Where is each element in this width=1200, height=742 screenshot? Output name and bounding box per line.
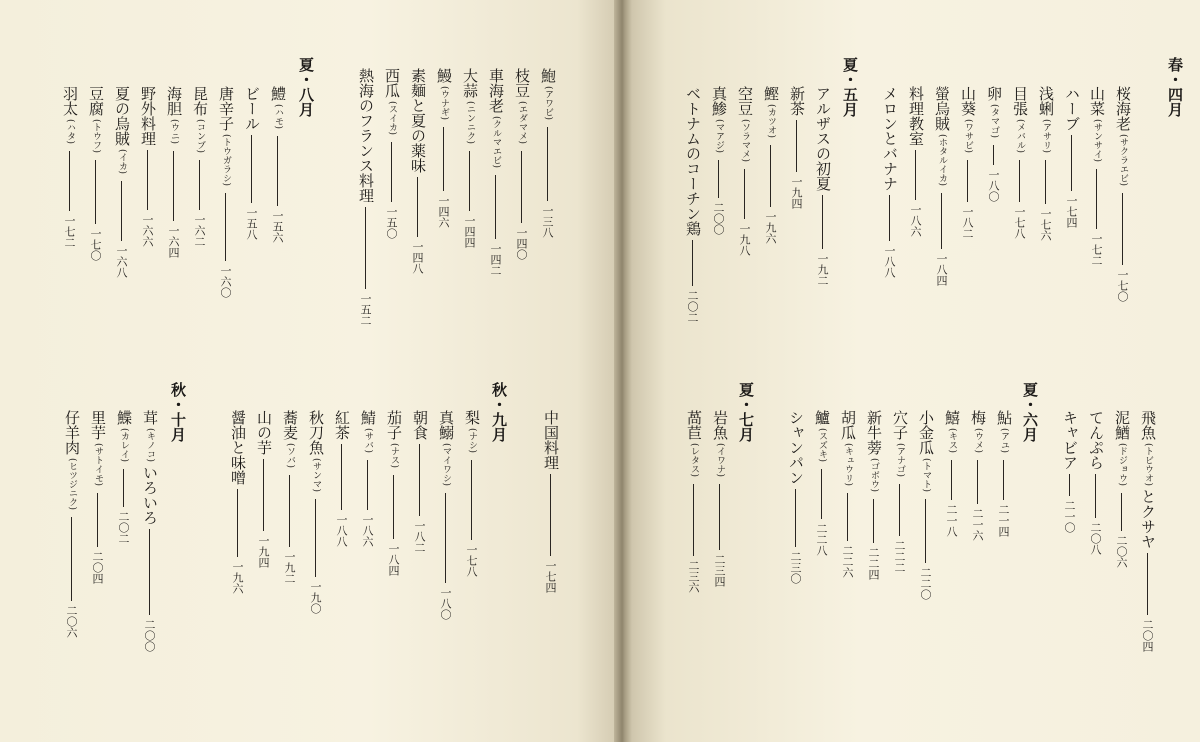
toc-entry[interactable]: アルザスの初夏 一九二 <box>814 86 832 286</box>
toc-entry[interactable]: 泥鰌 (ドジョウ) 二〇六 <box>1113 410 1131 569</box>
toc-entry[interactable]: 山菜 (サンサイ) 一七二 <box>1088 86 1106 267</box>
toc-entry[interactable]: 岩魚 (イワナ) 二三四 <box>711 410 729 588</box>
toc-entry[interactable]: 新牛蒡 (ゴボウ) 二二四 <box>865 410 883 581</box>
toc-entry[interactable]: ハーブ 一七四 <box>1063 86 1081 228</box>
toc-entry[interactable]: 料理教室 一八六 <box>907 86 925 237</box>
toc-entry[interactable]: 鰻 (ウナギ) 一四六 <box>435 68 453 229</box>
toc-entry[interactable]: 鱚 (キス) 二一八 <box>943 410 961 538</box>
toc-entry[interactable]: 車海老 (クルマエビ) 一四二 <box>487 68 505 277</box>
toc-entry[interactable]: 鱸 (スズキ) 二二八 <box>813 410 831 557</box>
section-header-autumn-october: 秋・十月 <box>169 382 187 442</box>
toc-entry[interactable]: 海胆 (ウニ) 一六四 <box>165 86 183 259</box>
toc-entry[interactable]: 熱海のフランス料理 一五二 <box>357 68 375 326</box>
toc-entry[interactable]: 桜海老 (サクラエビ) 一七〇 <box>1114 86 1132 303</box>
toc-entry[interactable]: 紅茶 一八八 <box>333 410 351 547</box>
toc-entry[interactable]: 鮑 (アワビ) 一三八 <box>539 68 557 239</box>
toc-entry[interactable]: 蕎麦 (ソバ) 一九二 <box>281 410 299 585</box>
toc-entry[interactable]: 大蒜 (ニンニク) 一四四 <box>461 68 479 249</box>
toc-entry[interactable]: ビール 一五八 <box>243 86 261 240</box>
toc-entry[interactable]: 萵苣 (レタス) 二三六 <box>685 410 703 594</box>
toc-entry[interactable]: 真鰯 (マイワシ) 一八〇 <box>437 410 455 621</box>
section-header-autumn-september: 秋・九月 <box>490 382 508 442</box>
toc-entry[interactable]: 山の芋 一九四 <box>255 410 273 568</box>
toc-entry[interactable]: 醤油と味噌 一九六 <box>229 410 247 594</box>
toc-entry[interactable]: 唐辛子 (トウガラシ) 一六〇 <box>217 86 235 299</box>
toc-entry[interactable]: 鱧 (ハモ) 一五六 <box>269 86 287 244</box>
section-header-summer-june: 夏・六月 <box>1021 382 1039 442</box>
section-header-summer-july: 夏・七月 <box>737 382 755 442</box>
toc-entry[interactable]: 西瓜 (スイカ) 一五〇 <box>383 68 401 240</box>
toc-entry[interactable]: 胡瓜 (キュウリ) 二二六 <box>839 410 857 579</box>
toc-entry[interactable]: 真鯵 (マアジ) 二〇〇 <box>710 86 728 236</box>
toc-entry[interactable]: 秋刀魚 (サンマ) 一九〇 <box>307 410 325 615</box>
toc-entry[interactable]: 梅 (ウメ) 二一六 <box>969 410 987 542</box>
toc-entry[interactable]: 里芋 (サトイモ) 二〇四 <box>89 410 107 585</box>
toc-entry[interactable]: シャンパン 二三〇 <box>787 410 805 584</box>
toc-entry[interactable]: 中国料理 一七四 <box>542 410 560 593</box>
toc-entry[interactable]: 茸 (キノコ) いろいろ 二〇〇 <box>141 410 159 653</box>
toc-entry[interactable]: 朝食 一八二 <box>411 410 429 553</box>
toc-entry[interactable]: 茄子 (ナス) 一八四 <box>385 410 403 577</box>
section-header-summer-august: 夏・八月 <box>297 57 315 117</box>
toc-entry[interactable]: 飛魚 (トビウオ) とクサヤ 二〇四 <box>1139 410 1157 653</box>
toc-entry[interactable]: メロンとバナナ 一八八 <box>881 86 899 278</box>
toc-entry[interactable]: 夏の烏賊 (イカ) 一六八 <box>113 86 131 279</box>
toc-entry[interactable]: 穴子 (アナゴ) 二二二 <box>891 410 909 574</box>
toc-entry[interactable]: 浅蜊 (アサリ) 一七六 <box>1037 86 1055 242</box>
section-header-summer-may: 夏・五月 <box>841 57 859 117</box>
toc-entry[interactable]: てんぷら 二〇八 <box>1087 410 1105 555</box>
toc-entry[interactable]: ベトナムのコーチン鶏 二〇二 <box>684 86 702 323</box>
toc-entry[interactable]: 新茶 一九四 <box>788 86 806 209</box>
section-header-spring-april: 春・四月 <box>1166 57 1184 117</box>
book-gutter <box>614 0 632 742</box>
toc-entry[interactable]: 小金瓜 (トマト) 二二〇 <box>917 410 935 601</box>
toc-entry[interactable]: 野外料理 一六六 <box>139 86 157 247</box>
toc-entry[interactable]: 目張 (メバル) 一七八 <box>1011 86 1029 240</box>
toc-entry[interactable]: 羽太 (ハタ) 一七二 <box>61 86 79 249</box>
toc-entry[interactable]: 螢烏賊 (ホタルイカ) 一八四 <box>933 86 951 287</box>
toc-entry[interactable]: 卵 (タマゴ) 一八〇 <box>985 86 1003 203</box>
toc-entry[interactable]: 昆布 (コンブ) 一六二 <box>191 86 209 248</box>
toc-entry[interactable]: 鰈 (カレイ) 二〇二 <box>115 410 133 545</box>
toc-entry[interactable]: 仔羊肉 (ヒツジニク) 二〇六 <box>63 410 81 639</box>
toc-entry[interactable]: 素麺と夏の薬味 一四八 <box>409 68 427 274</box>
toc-entry[interactable]: キャビア 二一〇 <box>1061 410 1079 533</box>
toc-entry[interactable]: 山葵 (ワサビ) 一八二 <box>959 86 977 240</box>
toc-entry[interactable]: 鯖 (サバ) 一八六 <box>359 410 377 548</box>
toc-entry[interactable]: 鰹 (カツオ) 一九六 <box>762 86 780 245</box>
toc-entry[interactable]: 鮎 (アユ) 二一四 <box>995 410 1013 538</box>
toc-entry[interactable]: 枝豆 (エダマメ) 一四〇 <box>513 68 531 261</box>
toc-entry[interactable]: 空豆 (ソラマメ) 一九八 <box>736 86 754 257</box>
toc-entry[interactable]: 豆腐 (トウフ) 一七〇 <box>87 86 105 262</box>
toc-entry[interactable]: 梨 (ナシ) 一七八 <box>463 410 481 578</box>
